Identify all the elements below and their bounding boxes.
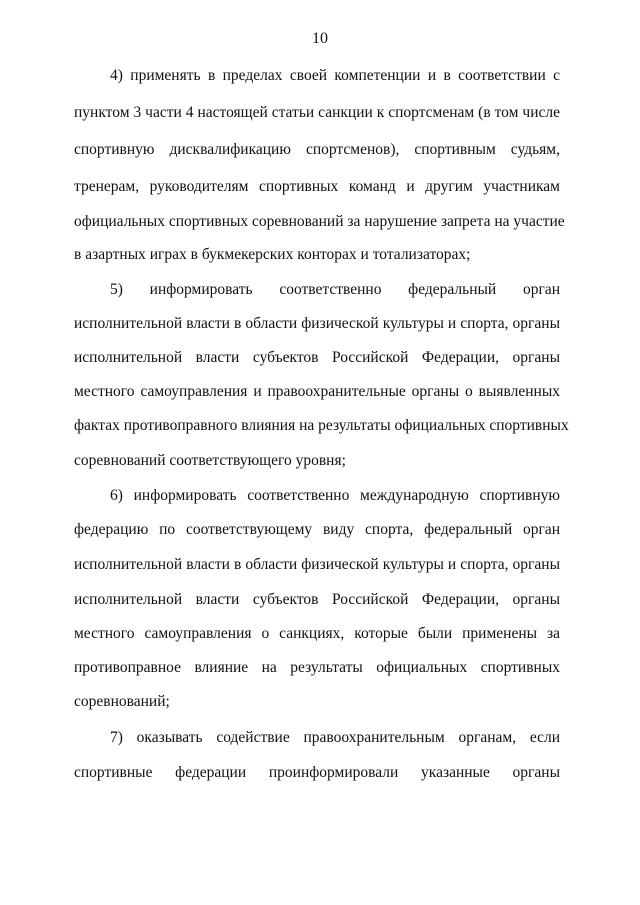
paragraph-5-line-4: местного самоуправления и правоохранительные органы о выявленных <box>74 383 560 400</box>
paragraph-4-line-3: спортивную дисквалификацию спортсменов), спортивным судьям, <box>74 141 560 158</box>
paragraph-6-line-5: местного самоуправления о санкциях, которые были применены за <box>74 625 560 642</box>
paragraph-4-line-2: пунктом 3 части 4 настоящей статьи санкции к спортсменам (в том числе <box>74 104 560 121</box>
paragraph-6-line-2: федерацию по соответствующему виду спорта, федеральный орган <box>74 521 560 538</box>
paragraph-4-line-5: официальных спортивных соревнований за нарушение запрета на участие <box>74 213 565 230</box>
paragraph-6-line-1: 6) информировать соответственно международную спортивную <box>110 487 560 504</box>
paragraph-5-line-5: фактах противоправного влияния на результаты официальных спортивных <box>74 417 569 434</box>
paragraph-5-line-2: исполнительной власти в области физической культуры и спорта, органы <box>74 315 560 332</box>
paragraph-7-line-1: 7) оказывать содействие правоохранительным органам, если <box>110 729 560 746</box>
paragraph-4-line-6: в азартных играх в букмекерских конторах и тотализаторах; <box>74 246 471 263</box>
paragraph-7-line-2: спортивные федерации проинформировали указанные органы <box>74 764 560 781</box>
paragraph-5-line-6: соревнований соответствующего уровня; <box>74 452 346 469</box>
paragraph-4-line-1: 4) применять в пределах своей компетенции и в соответствии с <box>110 67 560 84</box>
page-number: 10 <box>312 30 328 47</box>
paragraph-6-line-4: исполнительной власти субъектов Российской Федерации, органы <box>74 591 560 608</box>
paragraph-6-line-7: соревнований; <box>74 693 170 710</box>
paragraph-4-line-4: тренерам, руководителям спортивных команд и другим участникам <box>74 178 560 195</box>
paragraph-6-line-3: исполнительной власти в области физической культуры и спорта, органы <box>74 556 560 573</box>
paragraph-5-line-3: исполнительной власти субъектов Российской Федерации, органы <box>74 349 560 366</box>
paragraph-5-line-1: 5) информировать соответственно федеральный орган <box>110 281 560 298</box>
paragraph-6-line-6: противоправное влияние на результаты официальных спортивных <box>74 659 560 676</box>
